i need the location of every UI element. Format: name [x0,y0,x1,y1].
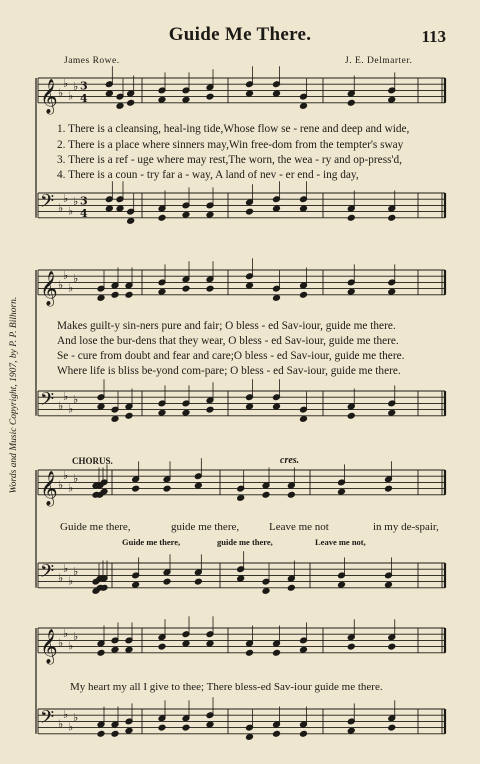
flat-sign: ♭ [58,86,64,100]
note-head [206,285,214,292]
note-head [300,646,308,653]
flat-sign: ♭ [58,636,64,650]
note-head [246,208,254,215]
note-head [246,649,254,656]
note-head [182,211,190,218]
verse-line-3b: Se - cure from doubt and fear and care;O bless - ed Sav-iour, guide me there. [57,350,405,362]
verse-line-3: 3. There is a ref - uge where may rest,The worn, the wea - ry and op-press'd, [57,154,402,166]
chorus-text-2: guide me there, [171,521,240,533]
lyricist: James Rowe. [64,56,120,66]
bass-clef: 𝄢 [40,191,55,217]
verse-line-2b: And lose the bur-dens that they wear, O bless - ed Sav-iour, guide me there. [57,335,399,347]
flat-sign: ♭ [63,469,69,483]
note-head [347,412,355,419]
note-head [97,295,105,302]
note-head [111,646,119,653]
note-head [273,403,281,410]
note-head [388,643,396,650]
note-head [206,93,214,100]
flat-sign: ♭ [68,204,74,218]
note-head [158,96,166,103]
note-head [338,581,346,588]
note-head [116,205,124,212]
flat-sign: ♭ [63,77,69,91]
note-head [111,730,119,737]
flat-sign: ♭ [68,89,74,103]
verse-line-1: 1. There is a cleansing, heal-ing tide,Whose flow se - rene and deep and wide, [57,123,410,135]
note-head [385,485,393,492]
flat-sign: ♭ [73,195,79,209]
flat-sign: ♭ [63,627,69,641]
time-signature: 3 [80,79,88,93]
flat-sign: ♭ [73,630,79,644]
note-head [125,727,133,734]
note-head [132,581,140,588]
chorus-label: CHORUS. [72,456,113,466]
note-head [262,588,270,595]
bass-clef: 𝄢 [40,561,55,587]
treble-clef: 𝄞 [40,270,58,306]
note-head [347,288,355,295]
note-head [182,640,190,647]
note-head [158,409,166,416]
note-head [300,205,308,212]
note-head [127,218,135,225]
flat-sign: ♭ [63,192,69,206]
note-head [206,211,214,218]
bass-text-2: guide me there, [217,537,273,547]
note-head [105,205,113,212]
note-head [300,730,308,737]
chorus-text-3: Leave me not [269,521,329,533]
bass-text-1: Guide me there, [122,537,181,547]
note-head [158,288,166,295]
flat-sign: ♭ [63,269,69,283]
flat-sign: ♭ [63,562,69,576]
note-head [246,734,254,741]
flat-sign: ♭ [73,711,79,725]
note-head [237,575,245,582]
note-head [194,578,202,585]
flat-sign: ♭ [68,639,74,653]
note-head [125,412,133,419]
note-head [105,90,113,97]
note-head [262,491,270,498]
note-head [111,416,119,423]
note-head [388,214,396,221]
verse-line-4b: Where life is bliss be-yond com-pare; O bless - ed Sav-iour, guide me there. [57,365,401,377]
note-head [163,578,171,585]
cres-marking: cres. [280,455,300,466]
note-head [158,214,166,221]
note-head [182,724,190,731]
note-head [388,409,396,416]
note-head [388,724,396,731]
note-head [97,730,105,737]
note-head [246,90,254,97]
note-head [273,295,281,302]
flat-sign: ♭ [58,478,64,492]
flat-sign: ♭ [73,80,79,94]
time-signature: 3 [80,194,88,208]
note-head [111,291,119,298]
flat-sign: ♭ [73,272,79,286]
verse-line-1b: Makes guilt-y sin-ners pure and fair; O bless - ed Sav-iour, guide me there. [57,320,396,332]
flat-sign: ♭ [58,201,64,215]
note-head [300,291,308,298]
note-head [206,640,214,647]
note-head [347,214,355,221]
treble-clef: 𝄞 [40,78,58,114]
note-head [287,584,295,591]
treble-clef: 𝄞 [40,628,58,664]
bass-clef: 𝄢 [40,707,55,733]
note-head [287,491,295,498]
note-head [300,103,308,110]
note-head [347,643,355,650]
note-head [158,724,166,731]
note-head [194,482,202,489]
note-head [163,485,171,492]
note-head [237,495,245,502]
verse-line-4: 4. There is a coun - try far a - way, A land of nev - er end - ing day, [57,169,359,181]
flat-sign: ♭ [68,481,74,495]
composer: J. E. Delmarter. [345,56,413,66]
note-head [347,727,355,734]
note-head [388,96,396,103]
time-signature: 4 [80,206,88,220]
note-head [158,643,166,650]
note-head [125,646,133,653]
flat-sign: ♭ [63,390,69,404]
bass-text-3: Leave me not, [315,537,366,547]
note-head [116,103,124,110]
page-number: 113 [421,27,446,46]
copyright-notice: Words and Music Copyright, 1907, by P. P. Bilhorn. [9,296,19,494]
page-title: Guide Me There. [168,24,312,45]
flat-sign: ♭ [73,565,79,579]
flat-sign: ♭ [73,393,79,407]
flat-sign: ♭ [68,281,74,295]
time-signature: 4 [80,91,88,105]
note-head [388,288,396,295]
chorus-text-1: Guide me there, [60,521,131,533]
flat-sign: ♭ [58,399,64,413]
note-head [182,285,190,292]
flat-sign: ♭ [58,571,64,585]
note-head [273,730,281,737]
note-head [100,488,108,495]
bass-clef: 𝄢 [40,389,55,415]
flat-sign: ♭ [68,402,74,416]
note-head [127,99,135,106]
note-head [338,488,346,495]
flat-sign: ♭ [73,472,79,486]
note-head [97,649,105,656]
note-head [246,403,254,410]
note-head [182,96,190,103]
note-head [347,99,355,106]
note-head [97,403,105,410]
note-head [246,282,254,289]
note-head [206,721,214,728]
flat-sign: ♭ [58,278,64,292]
note-head [273,649,281,656]
note-head [273,90,281,97]
note-head [385,581,393,588]
note-head [206,406,214,413]
note-head [273,205,281,212]
chorus-text-4: in my de-spair, [373,521,439,533]
note-head [125,291,133,298]
verse-line-2: 2. There is a place where sinners may,Win free-dom from the tempter's sway [57,139,404,151]
note-head [132,485,140,492]
treble-clef: 𝄞 [40,470,58,506]
note-head [182,409,190,416]
flat-sign: ♭ [68,574,74,588]
note-head [300,416,308,423]
chorus-text-line2: My heart my all I give to thee; There bless-ed Sav-iour guide me there. [70,681,383,693]
flat-sign: ♭ [63,708,69,722]
flat-sign: ♭ [68,720,74,734]
flat-sign: ♭ [58,717,64,731]
